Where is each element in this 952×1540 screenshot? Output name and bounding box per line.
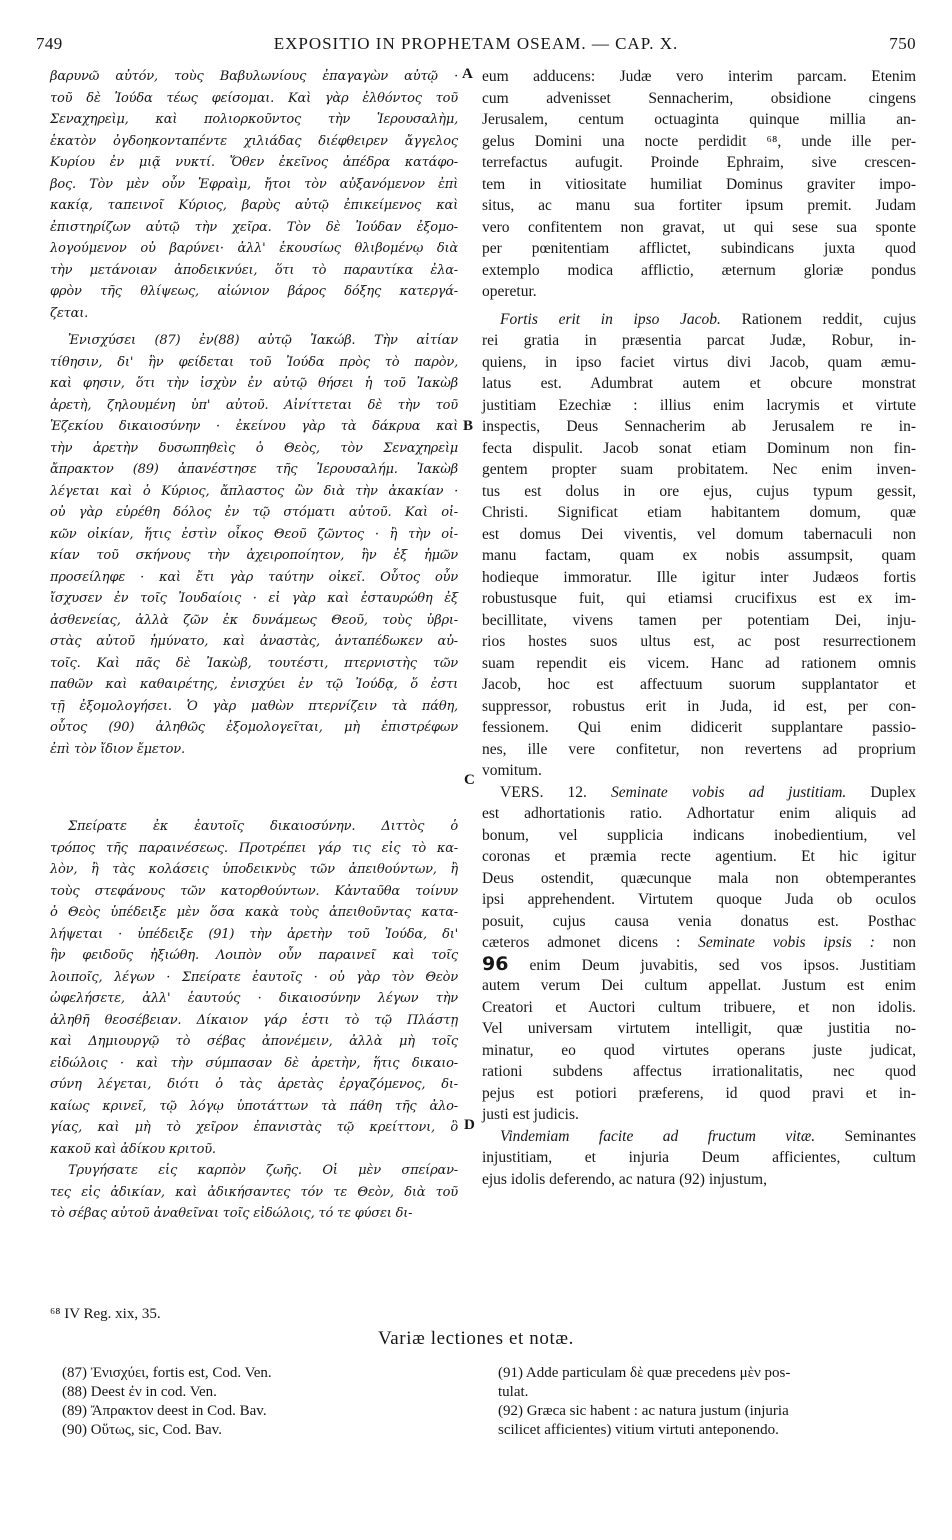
margin-marker-c: C <box>464 772 475 788</box>
variant-notes-right <box>498 1364 918 1440</box>
text-line: λήψεται · ὑπέδειξε (91) τὴν ἀρετὴν τοῦ Ἰούδα, δι' <box>50 926 458 942</box>
text-line: ἀρετὴ, ζηλουμένη ὑπ' αὐτοῦ. Αἰνίττεται δὲ τὴν τοῦ <box>50 397 458 413</box>
text-line: οὗτος (90) ἀληθῶς ἐξομολογεῖται, μὴ ἐπιστρέφων <box>50 720 458 735</box>
latin-paragraph-3 <box>482 782 916 1126</box>
greek-paragraph-3 <box>50 816 458 1160</box>
greek-paragraph-4 <box>50 1160 458 1225</box>
text-line: autem verum Dei cultum appellat. Justum est enim <box>482 977 916 994</box>
text-line: καὶ Δημιουργῷ τὸ σέβας ἀπονέμειν, ἀλλὰ μὴ τοῖς <box>50 1034 458 1049</box>
text-line: ὁ Θεὸς ὑπέδειξε μὲν ὅσα κακὰ τοὺς ἀπειθοῦντας κατα- <box>50 905 458 920</box>
text-line: tem in vitiositate humiliat Dominus graviter impo- <box>482 175 916 193</box>
running-header <box>36 34 916 58</box>
variant-note: (89) Ἄπρακτον deest in Cod. Bav. <box>62 1403 267 1419</box>
greek-paragraph-2 <box>50 330 458 760</box>
variant-note: (90) Οὕτως, sic, Cod. Bav. <box>62 1422 222 1438</box>
text-line: ἀληθῆ θεοσέβειαν. Δίκαιον γάρ ἐστι τὸ τῷ Πλάστῃ <box>50 1012 458 1028</box>
text-line: τίθησιν, δι' ἣν φείδεται τοῦ Ἰούδα πρὸς τὸ παρὸν, <box>50 354 458 370</box>
text-line: βος. Τὸν μὲν οὖν Ἐφραὶμ, ἤτοι τὸν αὐξανόμενον ἐπὶ <box>50 176 458 192</box>
text-line: βαρυνῶ αὐτόν, τοὺς Βαβυλωνίους ἐπαγαγὼν αὐτῷ · <box>50 69 458 84</box>
text-line: σύνη λέγεται, διότι ὁ τὰς ἀρετὰς ἐργαζόμενος, δι- <box>50 1077 458 1092</box>
text-line: 96 enim Deum juvabitis, sed vos ipsos. Justitiam <box>482 952 916 975</box>
text-line: fecta dispulit. Jacob sonat etiam Dominum non fin- <box>482 439 916 457</box>
text-line: ἀσθενείας, ἀλλὰ ζῶν ἐκ δυνάμεως Θεοῦ, τοὺς ὑβρι- <box>50 612 458 628</box>
text-line: Vel universam virtutem intelligit, quæ justitia no- <box>482 1020 916 1037</box>
text-line: suam rependit eis vicem. Hanc ad rationem omnis <box>482 654 916 672</box>
text-line: per pœnitentiam afflictet, subindicans juxta quod <box>482 240 916 257</box>
page-number-left: 749 <box>36 34 63 53</box>
text-line: λέγεται καὶ ὁ Κύριος, ἄπλαστος ὢν διὰ τὴν ἀκακίαν · <box>50 483 458 499</box>
text-line: τὴν μετάνοιαν ἀποδεικνύει, ὅτι τὸ παραυτίκα ἐλα- <box>50 262 458 278</box>
text-line: Κυρίου ἐν μιᾷ νυκτί. Ὅθεν ἐκεῖνος ἀπέδρα κατάφο- <box>50 155 458 170</box>
text-line: gelus Domini una nocte perdidit ⁶⁸, unde ille per- <box>482 132 916 150</box>
text-line: eum adducens: Judæ vero interim parcam. Etenim <box>482 68 916 85</box>
text-line: tus est dolus in ore ejus, cujus typum gessit, <box>482 482 916 500</box>
text-line: fessionem. Qui enim didicerit supplantare passio- <box>482 719 916 736</box>
greek-column <box>50 66 458 1225</box>
text-line: κακοῦ καὶ ἀδίκου κριτοῦ. <box>50 1141 216 1157</box>
text-line: Deus ostendit, quæcunque mala non obtemperantes <box>482 869 916 887</box>
text-line: injustitiam, et injuria Deum afficientes, cultum <box>482 1149 916 1166</box>
text-line: hodieque immoratur. Ille igitur inter Judæos fortis <box>482 568 916 586</box>
text-line: παθῶν καὶ καθαιρέτης, ἐνισχύει ἐν τῷ Ἰούδᾳ, ὅ ἐστι <box>50 677 458 692</box>
footnote-68: ⁶⁸ IV Reg. xix, 35. <box>50 1306 161 1322</box>
text-line: οὐ γὰρ εὑρέθη δόλος ἐν τῷ στόματι αὐτοῦ. Καὶ οἰ- <box>50 505 458 520</box>
variant-note: tulat. <box>498 1384 529 1400</box>
text-line: καὶ φησιν, ὅτι τὴν ἰσχὺν ἐν αὐτῷ θήσει ἡ τοῦ Ἰακὼβ <box>50 376 458 391</box>
text-line: vomitum. <box>482 762 542 779</box>
text-line: cum advenisset Sennacherim, obsidione cingens <box>482 89 916 107</box>
text-line: κακίᾳ, ταπεινοῖ Κύριος, βαρὺς αὐτῷ ἐπικείμενος καὶ <box>50 198 458 213</box>
text-line: Creatori et Auctori cultum tribuere, et non idolis. <box>482 998 916 1016</box>
text-line: situs, ac manu sua fortiter ipsum premit. Judam <box>482 197 916 214</box>
text-line: ζεται. <box>50 305 89 321</box>
text-line: τοῦ δὲ Ἰούδα τέως φείσομαι. Καὶ γὰρ ἐλθόντος τοῦ <box>50 90 458 106</box>
text-line: Jerusalem, centum octuaginta quinque millia an- <box>482 111 916 128</box>
text-line: rei gratia in præsentia parcat Judæ, Robur, in- <box>482 332 916 349</box>
text-line: minatur, eo quod virtutes operans juste judicat, <box>482 1041 916 1059</box>
text-line: VERS. 12. Seminate vobis ad justitiam. Duplex <box>500 783 916 801</box>
text-line: becillitate, vivens tamen per potentiam Dei, inju- <box>482 611 916 629</box>
text-line: ἄπρακτον (89) ἀπανέστησε τῆς Ἱερουσαλήμ. Ἰακὼβ <box>50 462 458 477</box>
text-line: rationi subdens affectus irrationalitatis, nec quod <box>482 1063 916 1080</box>
text-line: Ἐζεκίου δικαιοσύνην · ἐκείνου γὰρ τὰ δάκρυα καὶ <box>50 419 458 434</box>
text-line: λὸν, ἢ τὰς κολάσεις ὑποδεικνὺς τῶν ἀπειθούντων, ἢ <box>50 862 458 877</box>
latin-paragraph-2 <box>482 309 916 782</box>
text-line: ἣν φειδοῦς ἠξιώθη. Λοιπὸν οὖν παραινεῖ καὶ τοῖς <box>50 948 458 963</box>
text-line: Christi. Significat etiam habitantem domum, quæ <box>482 504 916 521</box>
text-line: nes, ille vere confitetur, non revertens ad proprium <box>482 740 916 758</box>
text-line: pejus est potiori præferens, id quod pravi et in- <box>482 1084 916 1102</box>
margin-marker-b: B <box>463 418 474 434</box>
text-line: τὴν ἀρετὴν δυσωπηθεὶς ὁ Θεὸς, τὸν Σεναχηρεὶμ <box>50 440 458 456</box>
variant-note: (92) Græca sic habent : ac natura justum (injuria <box>498 1403 789 1419</box>
text-line: inspectis, Deus Sennacherim ab Jerusalem re in- <box>482 418 916 435</box>
text-line: τοὺς στεφάνους τῶν κατορθούντων. Κἀνταῦθα τοίνυν <box>50 883 458 899</box>
margin-marker-a: A <box>462 66 473 82</box>
text-line: vero confitentem non gravat, ut qui sese sua sponte <box>482 218 916 236</box>
variant-note: (87) Ἐνισχύει, fortis est, Cod. Ven. <box>62 1365 272 1381</box>
text-line: ejus idolis deferendo, ac natura (92) injustum, <box>482 1170 767 1188</box>
latin-paragraph-1 <box>482 66 916 303</box>
variant-note: (91) Adde particulam δὲ quæ precedens μὲν pos- <box>498 1365 791 1381</box>
variant-note: scilicet afficientes) vitium virtuti anteponendo. <box>498 1422 779 1438</box>
variant-note: (88) Deest ἐν in cod. Ven. <box>62 1384 217 1400</box>
text-line: τὸ σέβας αὐτοῦ ἀναθεῖναι τοῖς εἰδώλοις, τό τε φύσει δι- <box>50 1206 413 1221</box>
text-line: robustusque fuit, qui etiamsi crucifixus est ex im- <box>482 590 916 607</box>
text-line: ἐπιστηρίζων αὐτῷ τὴν χεῖρα. Τὸν δὲ Ἰούδαν ἐξομο- <box>50 219 458 235</box>
text-line: εἰδώλοις · καὶ τὴν σύμπασαν δὲ ἀρετὴν, ἥτις δικαιο- <box>50 1055 458 1071</box>
text-line: Fortis erit in ipso Jacob. Rationem reddit, cujus <box>500 310 917 328</box>
text-line: φρὸν τῆς θλίψεως, αἰώνιον βάρος δόξης κατεργά- <box>50 284 458 299</box>
text-line: operetur. <box>482 283 537 300</box>
text-line: ἐπὶ τὸν ἴδιον ἔμετον. <box>50 741 185 757</box>
variant-notes-left <box>62 1364 462 1440</box>
text-line: τες εἰς ἀδικίαν, καὶ ἀδικήσαντες τόν τε Θεὸν, διὰ τοῦ <box>50 1184 458 1200</box>
text-line: Σεναχηρεὶμ, καὶ πολιορκοῦντος τὴν Ἱερουσαλὴμ, <box>50 112 458 127</box>
text-line: justitiam Ezechiæ : illius enim lacrymis et virtute <box>482 396 916 414</box>
text-line: προσείληφε · καὶ ἔτι γὰρ ταύτην οἰκεῖ. Οὗτος οὖν <box>50 569 458 585</box>
text-line: κίαν τοῦ σκήνους τὴν ἀχειροποίητον, ἣν ἐξ ἡμῶν <box>50 548 458 563</box>
text-line: suppressor, robustus erit in Juda, id est, per con- <box>482 697 916 715</box>
text-line: τοῖς. Καὶ πᾶς δὲ Ἰακὼβ, τουτέστι, πτερνιστὴς τῶν <box>50 655 458 671</box>
text-line: ἑκατὸν ὀγδοηκονταπέντε χιλιάδας διέφθειρεν ἄγγελος <box>50 133 458 149</box>
page-number-right: 750 <box>889 34 916 53</box>
text-line: quiens, in ipso faciet virtus divi Jacob, quam æmu- <box>482 353 916 371</box>
text-line: justi est judicis. <box>482 1106 579 1123</box>
text-line: κῶν οἰκίαν, ἥτις ἐστὶν οἶκος Θεοῦ ζῶντος · ἢ τὴν οἰ- <box>50 526 458 542</box>
latin-column <box>482 66 916 1190</box>
text-line: τρόπος τῆς παραινέσεως. Προτρέπει γάρ τις εἰς τὸ κα- <box>50 840 458 856</box>
text-line: Ἐνισχύσει (87) ἐν(88) αὐτῷ Ἰακώβ. Τὴν αἰτίαν <box>68 333 458 348</box>
text-line: bonum, vel supplicia indicans inobedientium, vel <box>482 826 916 844</box>
text-line: Σπείρατε ἐκ ἑαυτοῖς δικαιοσύνην. Διττὸς ὁ <box>68 819 458 834</box>
text-line: rios hostes suos ultus est, ac post resurrectionem <box>482 633 916 650</box>
text-line: est adhortationis ratio. Adhortatur enim aliquis ad <box>482 805 916 822</box>
text-line: ὠφελήσετε, ἀλλ' ἑαυτούς · δικαιοσύνην λέγων τὴν <box>50 991 458 1006</box>
text-line: manu factam, quam ex nobis assumpsit, quam <box>482 547 916 564</box>
text-line: gentem propter suam probitatem. Nec enim inven- <box>482 461 916 478</box>
text-line: καίως κρινεῖ, τῷ λόγῳ ὑποτάττων τὰ πάθη τῆς ἀλο- <box>50 1098 458 1114</box>
text-line: latus est. Adumbrat autem et obcure monstrat <box>482 375 916 392</box>
running-title: EXPOSITIO IN PROPHETAM OSEAM. — CAP. X. <box>273 34 679 53</box>
text-line: Τρυγήσατε εἰς καρπὸν ζωῆς. Οἱ μὲν σπείραν- <box>68 1163 458 1178</box>
text-line: est domus Dei viventis, vel domum tabernaculi non <box>482 525 916 543</box>
text-line: posuit, cujus causa venia donatus est. Posthac <box>482 912 916 930</box>
text-line: ipsi apprehendent. Virtutem quoque Juda ob oculos <box>482 891 916 908</box>
text-line: terrefactus aufugit. Proinde Ephraim, sive crescen- <box>482 154 916 171</box>
margin-marker-d: D <box>464 1117 475 1133</box>
greek-paragraph-1 <box>50 66 458 324</box>
text-line: τῇ ἐξομολογήσει. Ὁ γὰρ μαθὼν πτερνίζειν τὰ πάθη, <box>50 698 458 714</box>
variae-lectiones-title: Variæ lectiones et notæ. <box>378 1328 574 1349</box>
text-line: coronas et præmia recte agentium. Et hic igitur <box>482 848 916 865</box>
text-line: Jacob, hoc est affectuum suorum supplantator et <box>482 676 916 693</box>
text-line: λογούμενον οὐ βαρύνει· ἀλλ' ἑκουσίως θλιβομένῳ διὰ <box>50 241 458 256</box>
latin-paragraph-4 <box>482 1126 916 1191</box>
text-line: στὰς αὐτοῦ ἠμύνατο, καὶ ἀναστὰς, ἀνταπέδωκεν αὐ- <box>50 634 458 649</box>
text-line: γίας, καὶ μὴ τὸ χεῖρον ἐπανιστὰς τῷ κρείττονι, ὃ <box>50 1120 458 1135</box>
text-line: λοιποῖς, λέγων · Σπείρατε ἑαυτοῖς · οὐ γὰρ τὸν Θεὸν <box>50 969 458 985</box>
text-line: Vindemiam facite ad fructum vitæ. Seminantes <box>500 1127 916 1145</box>
text-line: extemplo modica afflictio, æternum gloriæ pondus <box>482 261 916 279</box>
text-line: cæteros admonet dicens : Seminate vobis ipsis : non <box>482 934 916 951</box>
text-line: ἴσχυσεν ἐν τοῖς Ἰουδαίοις · εἰ γὰρ καὶ ἐσταυρώθη ἐξ <box>50 591 458 606</box>
